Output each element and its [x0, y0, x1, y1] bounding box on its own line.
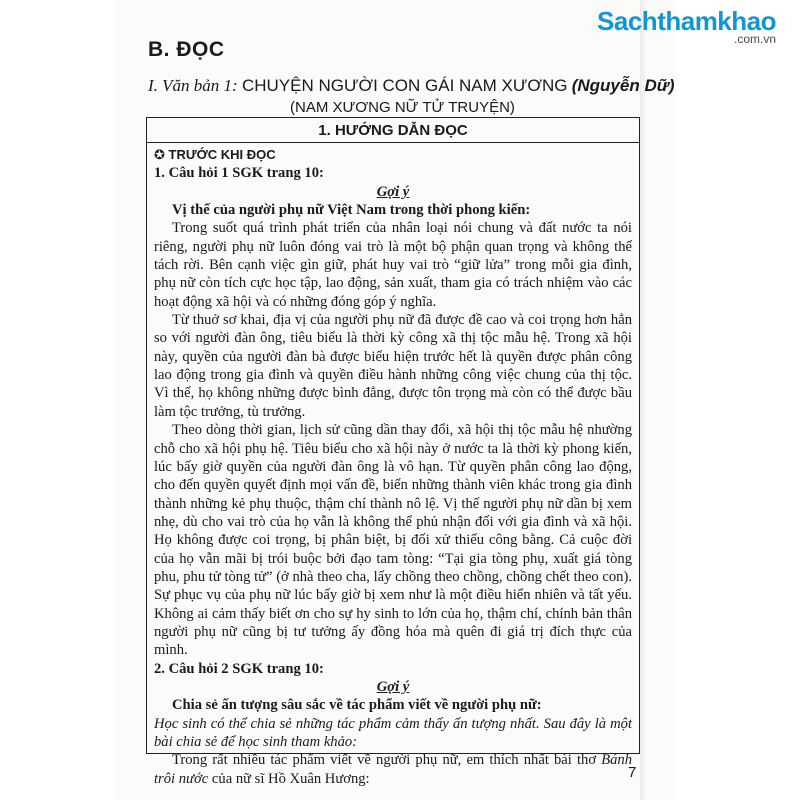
page-number: 7	[628, 764, 637, 781]
watermark-brand: Sachthamkhao	[597, 6, 776, 36]
question-1-paragraph: Trong suốt quá trình phát triển của nhân loại nói chung và đất nước ta nói riêng, người phụ nữ luôn đóng vai trò là một bộ phận quan trọng và không thể tách rời. Bên cạnh việc gìn giữ, phát huy vai trò “giữ lửa” trong mỗi gia đình, phụ nữ còn tích cực học tập, lao động, sản xuất, tham gia có trách nhiệm vào các hoạt động xã hội và có những đóng góp ý nghĩa.	[154, 220, 632, 310]
guide-header-box	[146, 117, 640, 143]
question-1-label: 1. Câu hỏi 1 SGK trang 10:	[154, 165, 324, 182]
text-title	[148, 76, 675, 96]
guide-title: 1. HƯỚNG DẪN ĐỌC	[318, 122, 468, 139]
before-reading-label: TRƯỚC KHI ĐỌC	[168, 147, 276, 162]
question-1-heading: Vị thế của người phụ nữ Việt Nam trong thời phong kiến:	[172, 202, 531, 219]
watermark-logo	[597, 6, 776, 46]
text-subtitle: (NAM XƯƠNG NỮ TỬ TRUYỆN)	[290, 99, 515, 116]
paragraph-end: của nữ sĩ Hồ Xuân Hương:	[208, 770, 370, 787]
question-2-heading: Chia sẻ ấn tượng sâu sắc về tác phẩm viết về người phụ nữ:	[172, 697, 542, 714]
question-2-label: 2. Câu hỏi 2 SGK trang 10:	[154, 660, 324, 677]
watermark-domain: .com.vn	[733, 32, 776, 46]
paragraph-start: Trong rất nhiều tác phẩm viết về người phụ nữ, em thích nhất bài thơ	[172, 752, 602, 769]
text-title-label: I. Văn bản 1:	[148, 76, 238, 95]
question-2-note: Học sinh có thể chia sẻ những tác phẩm cảm thấy ấn tượng nhất. Sau đây là một bài chia sẻ để học sinh tham khảo:	[154, 715, 632, 750]
body-text	[154, 146, 632, 788]
question-2-paragraph	[154, 751, 632, 788]
poem-title: Bánh trôi nước	[154, 752, 632, 787]
text-title-author: (Nguyễn Dữ)	[571, 76, 675, 95]
section-title: B. ĐỌC	[148, 38, 225, 61]
question-1-paragraph: Từ thuở sơ khai, địa vị của người phụ nữ đã được đề cao và coi trọng hơn hẳn so với người đàn ông, tiêu biểu là thời kỳ công xã thị tộc mẫu hệ. Trong xã hội này, quyền của người đàn bà được biểu hiện trước hết là quyền được phân công lao động trong gia đình và quyền điều hành những công việc chung của thị tộc. Vì thế, họ không những được bình đẳng, được tôn trọng mà còn có thể được bầu làm tộc trưởng, tù trưởng.	[154, 312, 632, 420]
text-title-name: CHUYỆN NGƯỜI CON GÁI NAM XƯƠNG	[241, 76, 568, 95]
question-2-hint: Gợi ý	[376, 678, 410, 695]
question-1-paragraph: Theo dòng thời gian, lịch sử cũng dần thay đổi, xã hội thị tộc mẫu hệ nhường chỗ cho xã hội phụ hệ. Tiêu biểu cho xã hội này ở nước ta là thời kỳ phong kiến, lúc bấy giờ quyền của người đàn ông là vô hạn. Từ quyền phân công lao động, cho đến quyền quyết định mọi vấn đề, biến những thành viên khác trong gia đình thành những kẻ phụ thuộc, thậm chí thành nô lệ. Vị thế người phụ nữ dần bị xem nhẹ, dù cho vai trò của họ vẫn là không thể phủ nhận đối với gia đình và xã hội. Họ không được coi trọng, bị phân biệt, bị đối xử thiếu công bằng. Cả cuộc đời của họ vẫn mãi bị trói buộc bởi đạo tam tòng: “Tại gia tòng phụ, xuất giá tòng phu, phu tử tòng tử” (ở nhà theo cha, lấy chồng theo chồng, chồng chết theo con). Sự phục vụ của phụ nữ lúc bấy giờ bị xem như là một điều hiển nhiên và tất yếu. Không ai cảm thấy biết ơn cho sự hy sinh to lớn của họ, thậm chí, chính bản thân người phụ nữ cũng bị tư tưởng ấy đồng hóa mà quên đi giá trị đích thực của mình.	[154, 422, 632, 659]
question-1-hint: Gợi ý	[376, 183, 410, 200]
page-edge	[640, 0, 646, 800]
before-reading-heading	[154, 146, 632, 164]
star-icon: ✪	[154, 147, 165, 162]
